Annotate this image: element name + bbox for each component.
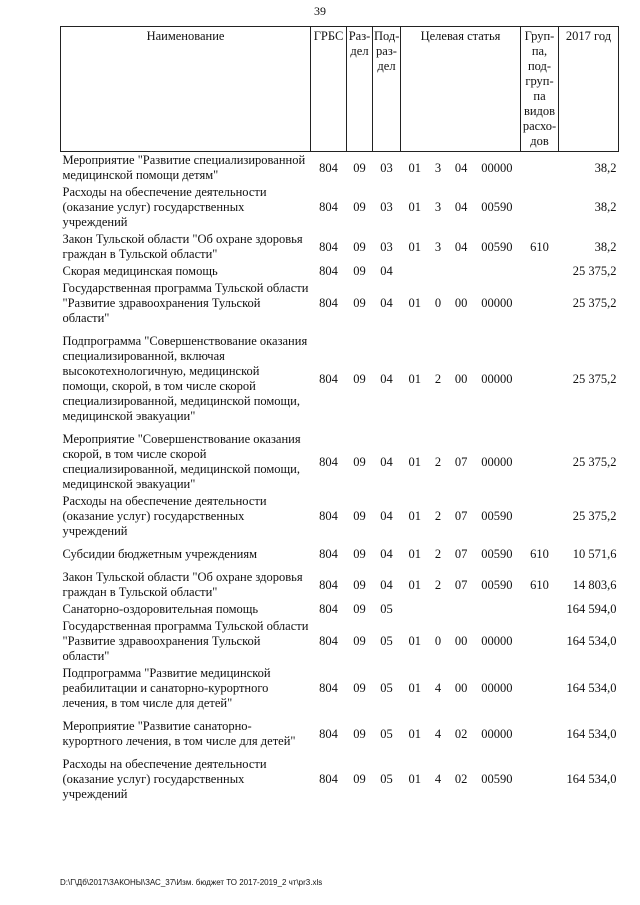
target-part-2: 2 — [434, 454, 442, 469]
target-part-2: 2 — [434, 547, 442, 561]
target-part-2: 3 — [434, 200, 442, 214]
row-group: 610 — [530, 547, 549, 561]
header-year: 2017 год — [559, 27, 619, 152]
target-part-4: 00590 — [481, 200, 513, 214]
row-sum-2017: 10 571,6 — [572, 547, 617, 561]
row-podrazdel: 04 — [380, 454, 393, 469]
row-razdel: 09 — [353, 634, 366, 648]
row-target — [401, 152, 521, 185]
row-podrazdel: 05 — [380, 772, 393, 786]
row-razdel: 09 — [353, 681, 366, 695]
row-name: Расходы на обеспечение деятельности (оказание услуг) государственных учреждений — [62, 494, 267, 538]
row-group — [521, 152, 559, 185]
row-razdel: 09 — [353, 577, 366, 592]
row-target — [401, 756, 521, 803]
table-row — [61, 152, 619, 185]
target-part-3: 04 — [454, 239, 468, 254]
row-podrazdel: 04 — [380, 296, 393, 310]
header-group: Груп- па, под- груп- па видов расхо- дов — [521, 27, 559, 152]
row-group — [521, 333, 559, 425]
row-razdel: 09 — [353, 726, 366, 741]
row-target — [401, 231, 521, 263]
target-part-1: 01 — [408, 547, 421, 561]
row-podrazdel: 05 — [380, 602, 393, 616]
row-name: Санаторно-оздоровительная помощь — [62, 602, 259, 616]
header-podrazdel: Под- раз- дел — [373, 27, 401, 152]
row-grbs: 804 — [319, 772, 338, 786]
row-sum-2017: 25 375,2 — [572, 371, 617, 386]
target-part-4: 00000 — [481, 160, 513, 175]
row-grbs: 804 — [319, 454, 338, 469]
target-part-1: 01 — [408, 239, 421, 254]
row-target — [401, 280, 521, 327]
table-row — [61, 493, 619, 540]
row-target — [401, 665, 521, 712]
row-grbs: 804 — [319, 264, 338, 278]
row-name: Расходы на обеспечение деятельности (оказание услуг) государственных учреждений — [62, 185, 267, 229]
row-sum-2017: 164 534,0 — [566, 726, 617, 741]
table-row — [61, 263, 619, 280]
target-part-4: 00000 — [481, 371, 513, 386]
table-row — [61, 756, 619, 803]
target-part-3: 04 — [454, 160, 468, 175]
table-row — [61, 665, 619, 712]
row-sum-2017: 25 375,2 — [572, 264, 617, 278]
row-group: 610 — [530, 239, 549, 254]
row-group — [521, 493, 559, 540]
row-target — [401, 431, 521, 493]
target-part-4: 00590 — [481, 509, 513, 523]
table-row — [61, 618, 619, 665]
row-group — [521, 718, 559, 750]
row-razdel: 09 — [353, 200, 366, 214]
row-grbs: 804 — [319, 509, 338, 523]
row-name: Подпрограмма "Развитие медицинской реабилитации и санаторно-курортного лечения, в том числе для детей" — [62, 666, 271, 710]
row-name: Субсидии бюджетным учреждениям — [62, 547, 258, 561]
row-podrazdel: 03 — [380, 239, 393, 254]
target-part-3: 07 — [454, 577, 468, 592]
table-row — [61, 333, 619, 425]
row-name: Мероприятие "Развитие санаторно-курортного лечения, в том числе для детей" — [62, 719, 296, 748]
row-group — [521, 618, 559, 665]
row-target — [401, 546, 521, 563]
budget-table — [60, 26, 619, 803]
row-sum-2017: 25 375,2 — [572, 454, 617, 469]
target-part-4: 00590 — [481, 547, 513, 561]
row-razdel: 09 — [353, 160, 366, 175]
row-razdel: 09 — [353, 509, 366, 523]
row-grbs: 804 — [319, 602, 338, 616]
target-part-1: 01 — [408, 772, 421, 786]
row-name: Закон Тульской области "Об охране здоровья граждан в Тульской области" — [62, 232, 303, 261]
row-group: 610 — [530, 577, 549, 592]
row-grbs: 804 — [319, 681, 338, 695]
target-part-2: 3 — [434, 239, 442, 254]
row-razdel: 09 — [353, 772, 366, 786]
target-part-2: 2 — [434, 577, 442, 592]
row-podrazdel: 04 — [380, 577, 393, 592]
row-razdel: 09 — [353, 371, 366, 386]
target-part-4: 00000 — [481, 726, 513, 741]
target-part-1: 01 — [408, 371, 421, 386]
row-target — [401, 263, 521, 280]
header-row — [61, 27, 619, 152]
target-part-1: 01 — [408, 454, 421, 469]
target-part-4: 00000 — [481, 634, 513, 648]
row-target — [401, 601, 521, 618]
target-part-1: 01 — [408, 160, 421, 175]
row-sum-2017: 38,2 — [594, 160, 617, 175]
target-part-3: 04 — [454, 200, 468, 214]
target-part-3: 02 — [454, 772, 468, 786]
row-group — [521, 601, 559, 618]
row-target — [401, 493, 521, 540]
row-group — [521, 431, 559, 493]
row-razdel: 09 — [353, 454, 366, 469]
target-part-4: 00000 — [481, 454, 513, 469]
row-group — [521, 756, 559, 803]
row-target — [401, 569, 521, 601]
header-grbs: ГРБС — [311, 27, 347, 152]
target-part-1: 01 — [408, 634, 421, 648]
row-name: Расходы на обеспечение деятельности (оказание услуг) государственных учреждений — [62, 757, 267, 801]
row-podrazdel: 04 — [380, 509, 393, 523]
row-razdel: 09 — [353, 264, 366, 278]
row-name: Мероприятие "Развитие специализированной медицинской помощи детям" — [62, 153, 306, 182]
target-part-2: 0 — [434, 634, 442, 648]
target-part-4: 00590 — [481, 772, 513, 786]
target-part-1: 01 — [408, 726, 421, 741]
target-part-3: 00 — [454, 296, 468, 310]
target-part-2: 4 — [434, 726, 442, 741]
table-row — [61, 184, 619, 231]
row-group — [521, 280, 559, 327]
target-part-4: 00590 — [481, 577, 513, 592]
table-row — [61, 569, 619, 601]
table-body — [61, 152, 619, 804]
row-grbs: 804 — [319, 577, 338, 592]
row-podrazdel: 05 — [380, 634, 393, 648]
table-row — [61, 601, 619, 618]
row-grbs: 804 — [319, 371, 338, 386]
row-razdel: 09 — [353, 602, 366, 616]
row-sum-2017: 164 534,0 — [566, 772, 617, 786]
row-sum-2017: 38,2 — [594, 239, 617, 254]
target-part-3: 00 — [454, 681, 468, 695]
row-podrazdel: 04 — [380, 371, 393, 386]
row-sum-2017: 38,2 — [594, 200, 617, 214]
row-group — [521, 263, 559, 280]
target-part-2: 2 — [434, 509, 442, 523]
row-sum-2017: 164 534,0 — [566, 634, 617, 648]
target-part-2: 3 — [434, 160, 442, 175]
target-part-3: 02 — [454, 726, 468, 741]
target-part-2: 0 — [434, 296, 442, 310]
row-sum-2017: 25 375,2 — [572, 296, 617, 310]
row-name: Государственная программа Тульской области "Развитие здравоохранения Тульской области" — [62, 619, 309, 663]
row-grbs: 804 — [319, 160, 338, 175]
row-grbs: 804 — [319, 200, 338, 214]
row-grbs: 804 — [319, 239, 338, 254]
row-podrazdel: 04 — [380, 264, 393, 278]
target-part-4: 00000 — [481, 681, 513, 695]
target-part-2: 4 — [434, 681, 442, 695]
table-row — [61, 231, 619, 263]
target-part-3: 00 — [454, 371, 468, 386]
row-name: Государственная программа Тульской области "Развитие здравоохранения Тульской области" — [62, 281, 309, 325]
header-name: Наименование — [61, 27, 311, 152]
row-group — [521, 184, 559, 231]
target-part-4: 00590 — [481, 239, 513, 254]
target-part-1: 01 — [408, 509, 421, 523]
table-row — [61, 280, 619, 327]
row-grbs: 804 — [319, 634, 338, 648]
table-row — [61, 431, 619, 493]
row-podrazdel: 04 — [380, 547, 393, 561]
row-sum-2017: 164 594,0 — [566, 602, 617, 616]
row-podrazdel: 05 — [380, 726, 393, 741]
page-number: 39 — [314, 4, 326, 18]
row-grbs: 804 — [319, 547, 338, 561]
header-target: Целевая статья — [401, 27, 521, 152]
row-grbs: 804 — [319, 296, 338, 310]
row-target — [401, 184, 521, 231]
row-podrazdel: 05 — [380, 681, 393, 695]
row-name: Мероприятие "Совершенствование оказания скорой, в том числе скорой специализированной, медицинской помощи, медицинской эвакуации" — [62, 432, 301, 491]
table-row — [61, 718, 619, 750]
row-sum-2017: 164 534,0 — [566, 681, 617, 695]
row-razdel: 09 — [353, 547, 366, 561]
row-sum-2017: 25 375,2 — [572, 509, 617, 523]
target-part-3: 07 — [454, 454, 468, 469]
row-target — [401, 718, 521, 750]
header-razdel: Раз- дел — [347, 27, 373, 152]
target-part-3: 07 — [454, 509, 468, 523]
target-part-4: 00000 — [481, 296, 513, 310]
row-target — [401, 333, 521, 425]
row-podrazdel: 03 — [380, 160, 393, 175]
row-name: Скорая медицинская помощь — [62, 264, 218, 278]
target-part-1: 01 — [408, 200, 421, 214]
row-razdel: 09 — [353, 239, 366, 254]
row-razdel: 09 — [353, 296, 366, 310]
target-part-1: 01 — [408, 296, 421, 310]
row-sum-2017: 14 803,6 — [572, 577, 617, 592]
target-part-1: 01 — [408, 681, 421, 695]
row-grbs: 804 — [319, 726, 338, 741]
target-part-3: 00 — [454, 634, 468, 648]
target-part-2: 4 — [434, 772, 442, 786]
row-podrazdel: 03 — [380, 200, 393, 214]
row-target — [401, 618, 521, 665]
footer-file-path: D:\Г\Дб\2017\ЗАКОНЫ\ЗАС_37\Изм. бюджет ТО 2017-2019_2 чт\pr3.xls — [60, 878, 323, 887]
row-name: Закон Тульской области "Об охране здоровья граждан в Тульской области" — [62, 570, 303, 599]
row-group — [521, 665, 559, 712]
table-row — [61, 546, 619, 563]
target-part-1: 01 — [408, 577, 421, 592]
target-part-3: 07 — [454, 547, 468, 561]
target-part-2: 2 — [434, 371, 442, 386]
row-name: Подпрограмма "Совершенствование оказания специализированной, включая высокотехнологичную, медицинской помощи, скорой, в том числе скорой специализированной, медицинской помощи, медицинской эвакуации" — [62, 334, 308, 423]
